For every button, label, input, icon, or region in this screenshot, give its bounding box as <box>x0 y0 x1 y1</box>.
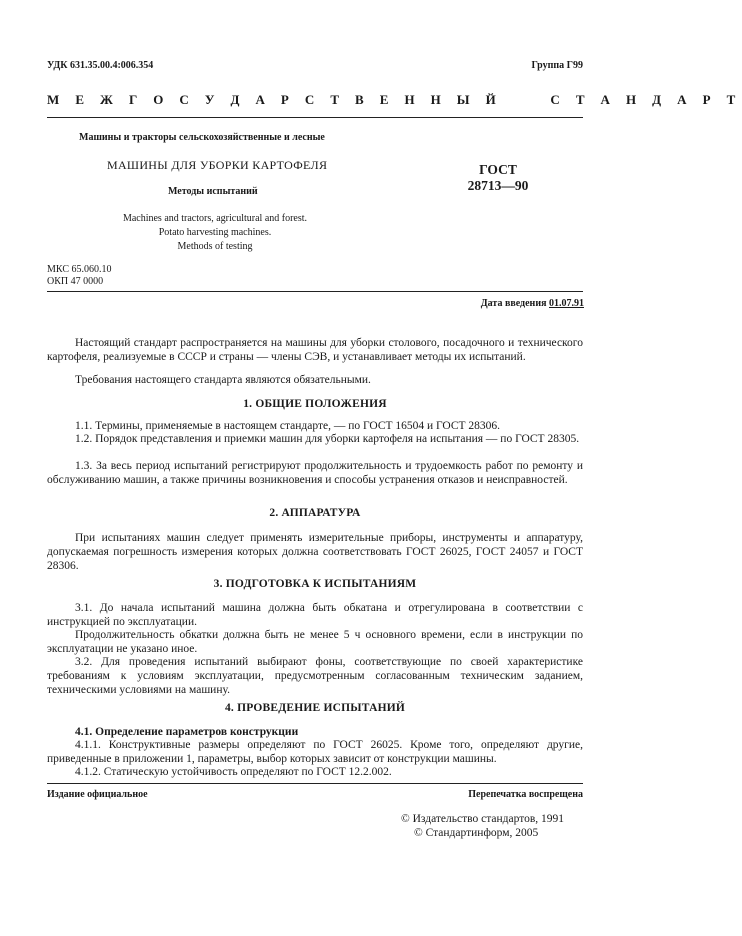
section-heading: 2. АППАРАТУРА <box>269 507 361 519</box>
footer-rule <box>47 783 583 784</box>
section-2-paragraph: При испытаниях машин следует применять измерительные приборы, инструменты и аппаратуру, допускаемая погрешность измерения которых должна соответствовать ГОСТ 26025, ГОСТ 24057 и ГОСТ 28306. <box>47 532 583 572</box>
gost-number: 28713—90 <box>467 178 529 193</box>
mks-code: МКС 65.060.10 <box>47 264 112 275</box>
standard-subtitle: Методы испытаний <box>168 186 258 197</box>
copyright-line: © Издательство стандартов, 1991 <box>401 813 565 825</box>
clause-1-1: 1.1. Термины, применяемые в настоящем стандарте, — по ГОСТ 16504 и ГОСТ 28306. <box>75 420 501 432</box>
reprint-notice: Перепечатка воспрещена <box>468 789 583 800</box>
intro-paragraph: Требования настоящего стандарта являются обязательными. <box>75 374 371 386</box>
okp-code: ОКП 47 0000 <box>47 276 104 287</box>
section-heading: 3. ПОДГОТОВКА К ИСПЫТАНИЯМ <box>213 578 417 590</box>
copyright-line: © Стандартинформ, 2005 <box>414 827 539 839</box>
interstate-standard-banner: М Е Ж Г О С У Д А Р С Т В Е Н Н Ы Й С Т А Н Д А Р Т <box>47 92 742 107</box>
clause-4-1-2: 4.1.2. Статическую устойчивость определяют по ГОСТ 12.2.002. <box>75 766 392 778</box>
english-title-line: Potato harvesting machines. <box>158 227 272 238</box>
english-title <box>80 212 350 254</box>
english-title-line: Machines and tractors, agricultural and forest. <box>122 213 308 224</box>
section-heading: 4. ПРОВЕДЕНИЕ ИСПЫТАНИЙ <box>224 702 406 714</box>
clause-3-2: 3.2. Для проведения испытаний выбирают фоны, соответствующие по своей характеристике требованиям к условиям эксплуатации, предусмотренным согласованным техническим заданием, техническими условиями на машину. <box>47 656 583 696</box>
clause-3-1-note: Продолжительность обкатки должна быть не менее 5 ч основного времени, если в инструкции по эксплуатации не указано иное. <box>47 629 583 655</box>
codes-rule <box>47 291 583 292</box>
standard-title: МАШИНЫ ДЛЯ УБОРКИ КАРТОФЕЛЯ <box>107 158 328 172</box>
introduction-date-label: Дата введения <box>480 298 547 309</box>
intro-paragraph: Настоящий стандарт распространяется на машины для уборки столового, посадочного и технического картофеля, реализуемые в СССР и страны — члены СЭВ, и устанавливает методы их испытаний. <box>47 337 583 363</box>
section-heading: 1. ОБЩИЕ ПОЛОЖЕНИЯ <box>243 398 387 410</box>
clause-3-1: 3.1. До начала испытаний машина должна быть обкатана и отрегулирована в соответствии с инструкцией по эксплуатации. <box>47 602 583 628</box>
classification-codes <box>47 264 111 288</box>
clause-1-2: 1.2. Порядок представления и приемки машин для уборки картофеля на испытания — по ГОСТ 28305. <box>75 433 580 445</box>
clause-4-1-1: 4.1.1. Конструктивные размеры определяют по ГОСТ 26025. Кроме того, определяют другие, приведенные в приложении 1, параметры, выбор которых зависит от конструкции машины. <box>47 739 583 765</box>
english-title-line: Methods of testing <box>177 241 253 252</box>
introduction-date-value: 01.07.91 <box>549 298 584 309</box>
subsection-heading: 4.1. Определение параметров конструкции <box>75 726 299 738</box>
introduction-date <box>481 298 584 309</box>
udk-code: УДК 631.35.00.4:006.354 <box>47 60 154 71</box>
gost-label: ГОСТ <box>479 162 517 177</box>
standard-category: Машины и тракторы сельскохозяйственные и лесные <box>79 132 325 143</box>
group-code: Группа Г99 <box>531 60 583 71</box>
official-edition: Издание официальное <box>47 789 148 800</box>
clause-1-3: 1.3. За весь период испытаний регистрируют продолжительность и трудоемкость работ по ремонту и обслуживанию машин, а также причины возникновения и способы устранения отказов и неисправностей. <box>47 460 583 486</box>
header-rule <box>47 117 583 118</box>
gost-designation <box>463 162 533 194</box>
